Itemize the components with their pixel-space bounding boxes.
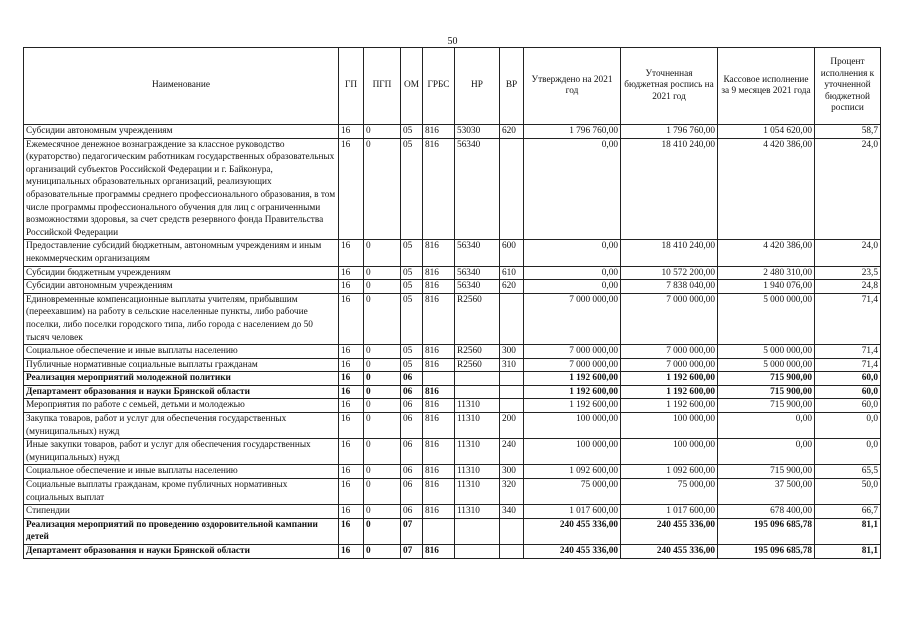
row-grbs: 816	[423, 240, 455, 266]
row-refined: 1 192 600,00	[621, 372, 718, 386]
row-approved: 1 017 600,00	[524, 505, 621, 519]
row-gp: 16	[339, 138, 364, 240]
row-grbs: 816	[423, 505, 455, 519]
table-row	[24, 358, 881, 372]
row-pgp: 0	[364, 345, 401, 359]
row-om: 07	[401, 545, 423, 559]
row-pgp: 0	[364, 439, 401, 465]
row-nr: R2560	[455, 293, 500, 344]
row-name: Стипендии	[24, 505, 339, 519]
row-percent: 0,0	[815, 439, 881, 465]
row-refined: 100 000,00	[621, 439, 718, 465]
row-vr: 200	[500, 413, 524, 439]
row-name: Мероприятия по работе с семьей, детьми и молодежью	[24, 399, 339, 413]
row-pgp: 0	[364, 505, 401, 519]
row-grbs: 816	[423, 439, 455, 465]
row-om: 05	[401, 125, 423, 139]
row-name: Предоставление субсидий бюджетным, автономным учреждениям и иным некоммерческим организациям	[24, 240, 339, 266]
row-percent: 81,1	[815, 518, 881, 544]
row-approved: 7 000 000,00	[524, 345, 621, 359]
row-grbs: 816	[423, 479, 455, 505]
row-gp: 16	[339, 479, 364, 505]
row-percent: 50,0	[815, 479, 881, 505]
row-name: Закупка товаров, работ и услуг для обеспечения государственных (муниципальных) нужд	[24, 413, 339, 439]
row-om: 05	[401, 280, 423, 294]
row-name: Субсидии автономным учреждениям	[24, 125, 339, 139]
table-body	[24, 125, 881, 559]
row-name: Иные закупки товаров, работ и услуг для обеспечения государственных (муниципальных) нужд	[24, 439, 339, 465]
row-vr: 300	[500, 465, 524, 479]
row-name: Публичные нормативные социальные выплаты гражданам	[24, 358, 339, 372]
row-gp: 16	[339, 439, 364, 465]
row-nr	[455, 545, 500, 559]
row-vr	[500, 138, 524, 240]
row-percent: 65,5	[815, 465, 881, 479]
row-gp: 16	[339, 266, 364, 280]
row-nr	[455, 518, 500, 544]
table-row	[24, 125, 881, 139]
row-gp: 16	[339, 413, 364, 439]
row-om: 07	[401, 518, 423, 544]
row-refined: 1 192 600,00	[621, 399, 718, 413]
row-gp: 16	[339, 125, 364, 139]
row-cash: 678 400,00	[718, 505, 815, 519]
table-header-row	[24, 48, 881, 125]
row-refined: 240 455 336,00	[621, 518, 718, 544]
row-nr: 11310	[455, 399, 500, 413]
row-grbs: 816	[423, 399, 455, 413]
row-refined: 1 192 600,00	[621, 385, 718, 399]
row-cash: 715 900,00	[718, 465, 815, 479]
row-grbs: 816	[423, 358, 455, 372]
row-pgp: 0	[364, 465, 401, 479]
row-approved: 1 092 600,00	[524, 465, 621, 479]
row-name: Социальное обеспечение и иные выплаты населению	[24, 345, 339, 359]
row-grbs: 816	[423, 125, 455, 139]
row-pgp: 0	[364, 240, 401, 266]
row-om: 06	[401, 439, 423, 465]
row-nr: 56340	[455, 266, 500, 280]
row-vr: 310	[500, 358, 524, 372]
row-cash: 0,00	[718, 439, 815, 465]
row-percent: 58,7	[815, 125, 881, 139]
table-row	[24, 372, 881, 386]
row-name: Реализация мероприятий по проведению оздоровительной кампании детей	[24, 518, 339, 544]
row-percent: 71,4	[815, 358, 881, 372]
table-row	[24, 465, 881, 479]
table-row	[24, 413, 881, 439]
row-om: 06	[401, 479, 423, 505]
row-vr: 600	[500, 240, 524, 266]
row-gp: 16	[339, 505, 364, 519]
row-pgp: 0	[364, 358, 401, 372]
row-approved: 0,00	[524, 138, 621, 240]
row-name: Департамент образования и науки Брянской области	[24, 545, 339, 559]
row-cash: 1 940 076,00	[718, 280, 815, 294]
row-name: Единовременные компенсационные выплаты учителям, прибывшим (переехавшим) на работу в сельские населенные пункты, либо рабочие поселки, либо поселки городского типа, либо города с населением до 50 тысяч человек	[24, 293, 339, 344]
row-approved: 0,00	[524, 266, 621, 280]
row-percent: 66,7	[815, 505, 881, 519]
row-cash: 2 480 310,00	[718, 266, 815, 280]
row-nr: 11310	[455, 413, 500, 439]
row-approved: 1 796 760,00	[524, 125, 621, 139]
row-om: 06	[401, 413, 423, 439]
row-nr: R2560	[455, 345, 500, 359]
row-gp: 16	[339, 293, 364, 344]
row-grbs: 816	[423, 545, 455, 559]
row-cash: 37 500,00	[718, 479, 815, 505]
row-gp: 16	[339, 545, 364, 559]
header-percent: Процент исполнения к уточненной бюджетной росписи	[815, 48, 881, 125]
row-gp: 16	[339, 518, 364, 544]
row-approved: 1 192 600,00	[524, 399, 621, 413]
row-approved: 0,00	[524, 280, 621, 294]
row-percent: 71,4	[815, 345, 881, 359]
row-refined: 75 000,00	[621, 479, 718, 505]
row-cash: 5 000 000,00	[718, 293, 815, 344]
row-nr	[455, 372, 500, 386]
header-pgp: ПГП	[364, 48, 401, 125]
row-percent: 60,0	[815, 399, 881, 413]
row-nr: 11310	[455, 479, 500, 505]
row-nr: 11310	[455, 465, 500, 479]
row-cash: 5 000 000,00	[718, 358, 815, 372]
header-approved: Утверждено на 2021 год	[524, 48, 621, 125]
row-refined: 7 000 000,00	[621, 358, 718, 372]
table-row	[24, 345, 881, 359]
row-approved: 1 192 600,00	[524, 372, 621, 386]
row-vr: 320	[500, 479, 524, 505]
row-cash: 195 096 685,78	[718, 545, 815, 559]
row-refined: 7 000 000,00	[621, 345, 718, 359]
row-cash: 715 900,00	[718, 399, 815, 413]
row-vr: 620	[500, 280, 524, 294]
row-approved: 1 192 600,00	[524, 385, 621, 399]
row-refined: 7 000 000,00	[621, 293, 718, 344]
header-grbs: ГРБС	[423, 48, 455, 125]
header-refined: Уточненная бюджетная роспись на 2021 год	[621, 48, 718, 125]
row-vr	[500, 372, 524, 386]
row-refined: 18 410 240,00	[621, 240, 718, 266]
row-om: 06	[401, 385, 423, 399]
row-approved: 100 000,00	[524, 439, 621, 465]
table-row	[24, 138, 881, 240]
row-approved: 240 455 336,00	[524, 518, 621, 544]
row-vr	[500, 399, 524, 413]
table-row	[24, 439, 881, 465]
row-nr: 56340	[455, 138, 500, 240]
row-approved: 0,00	[524, 240, 621, 266]
row-percent: 24,8	[815, 280, 881, 294]
row-approved: 240 455 336,00	[524, 545, 621, 559]
row-vr	[500, 385, 524, 399]
row-nr: 11310	[455, 439, 500, 465]
table-row	[24, 545, 881, 559]
row-om: 05	[401, 266, 423, 280]
table-row	[24, 280, 881, 294]
row-name: Ежемесячное денежное вознаграждение за классное руководство (кураторство) педагогическим работникам государственных образовательных организаций субъектов Российской Федерации и г. Байконура, муниципальных образовательных организаций, реализующих образовательные программы среднего профессионального образования, в том числе программы профессионального обучения для лиц с ограниченными возможностями здоровья, за счет средств резервного фонда Правительства Российской Федерации	[24, 138, 339, 240]
row-vr: 620	[500, 125, 524, 139]
row-refined: 240 455 336,00	[621, 545, 718, 559]
table-row	[24, 240, 881, 266]
page-number: 50	[447, 36, 458, 47]
row-pgp: 0	[364, 399, 401, 413]
row-gp: 16	[339, 345, 364, 359]
row-name: Реализация мероприятий молодежной политики	[24, 372, 339, 386]
row-gp: 16	[339, 399, 364, 413]
row-percent: 71,4	[815, 293, 881, 344]
row-pgp: 0	[364, 372, 401, 386]
row-refined: 100 000,00	[621, 413, 718, 439]
row-pgp: 0	[364, 413, 401, 439]
header-vr: ВР	[500, 48, 524, 125]
row-gp: 16	[339, 385, 364, 399]
row-vr: 240	[500, 439, 524, 465]
header-gp: ГП	[339, 48, 364, 125]
row-percent: 23,5	[815, 266, 881, 280]
table-row	[24, 385, 881, 399]
row-grbs: 816	[423, 345, 455, 359]
row-grbs: 816	[423, 465, 455, 479]
row-cash: 715 900,00	[718, 385, 815, 399]
row-om: 05	[401, 240, 423, 266]
row-grbs: 816	[423, 280, 455, 294]
header-nr: НР	[455, 48, 500, 125]
row-name: Субсидии бюджетным учреждениям	[24, 266, 339, 280]
table-row	[24, 518, 881, 544]
row-refined: 10 572 200,00	[621, 266, 718, 280]
header-om: ОМ	[401, 48, 423, 125]
row-cash: 1 054 620,00	[718, 125, 815, 139]
row-pgp: 0	[364, 266, 401, 280]
table-row	[24, 505, 881, 519]
row-vr: 610	[500, 266, 524, 280]
row-om: 06	[401, 465, 423, 479]
row-percent: 24,0	[815, 138, 881, 240]
row-name: Субсидии автономным учреждениям	[24, 280, 339, 294]
row-nr: 56340	[455, 240, 500, 266]
row-approved: 75 000,00	[524, 479, 621, 505]
table-row	[24, 266, 881, 280]
row-grbs: 816	[423, 385, 455, 399]
row-refined: 1 092 600,00	[621, 465, 718, 479]
table-row	[24, 399, 881, 413]
row-grbs: 816	[423, 293, 455, 344]
row-nr	[455, 385, 500, 399]
row-approved: 7 000 000,00	[524, 293, 621, 344]
row-gp: 16	[339, 280, 364, 294]
row-name: Департамент образования и науки Брянской области	[24, 385, 339, 399]
row-om: 05	[401, 138, 423, 240]
row-refined: 1 017 600,00	[621, 505, 718, 519]
row-grbs: 816	[423, 138, 455, 240]
row-vr: 300	[500, 345, 524, 359]
row-refined: 1 796 760,00	[621, 125, 718, 139]
row-om: 06	[401, 505, 423, 519]
row-pgp: 0	[364, 138, 401, 240]
row-percent: 60,0	[815, 372, 881, 386]
row-percent: 81,1	[815, 545, 881, 559]
row-grbs: 816	[423, 413, 455, 439]
row-cash: 715 900,00	[718, 372, 815, 386]
row-cash: 5 000 000,00	[718, 345, 815, 359]
row-nr: 11310	[455, 505, 500, 519]
row-vr	[500, 293, 524, 344]
row-approved: 7 000 000,00	[524, 358, 621, 372]
row-gp: 16	[339, 358, 364, 372]
row-nr: R2560	[455, 358, 500, 372]
row-gp: 16	[339, 465, 364, 479]
row-name: Социальные выплаты гражданам, кроме публичных нормативных социальных выплат	[24, 479, 339, 505]
row-nr: 56340	[455, 280, 500, 294]
table-row	[24, 293, 881, 344]
row-pgp: 0	[364, 479, 401, 505]
row-nr: 53030	[455, 125, 500, 139]
row-vr	[500, 545, 524, 559]
row-percent: 0,0	[815, 413, 881, 439]
row-pgp: 0	[364, 280, 401, 294]
row-pgp: 0	[364, 125, 401, 139]
row-pgp: 0	[364, 385, 401, 399]
row-cash: 4 420 386,00	[718, 138, 815, 240]
row-grbs	[423, 518, 455, 544]
row-approved: 100 000,00	[524, 413, 621, 439]
row-pgp: 0	[364, 518, 401, 544]
row-vr: 340	[500, 505, 524, 519]
row-gp: 16	[339, 372, 364, 386]
row-om: 06	[401, 372, 423, 386]
row-pgp: 0	[364, 545, 401, 559]
row-pgp: 0	[364, 293, 401, 344]
row-percent: 24,0	[815, 240, 881, 266]
row-refined: 18 410 240,00	[621, 138, 718, 240]
row-om: 06	[401, 399, 423, 413]
row-grbs	[423, 372, 455, 386]
row-refined: 7 838 040,00	[621, 280, 718, 294]
row-om: 05	[401, 358, 423, 372]
header-name: Наименование	[24, 48, 339, 125]
row-cash: 195 096 685,78	[718, 518, 815, 544]
row-om: 05	[401, 345, 423, 359]
budget-execution-table	[23, 47, 881, 559]
row-cash: 4 420 386,00	[718, 240, 815, 266]
table-row	[24, 479, 881, 505]
row-grbs: 816	[423, 266, 455, 280]
row-name: Социальное обеспечение и иные выплаты населению	[24, 465, 339, 479]
row-gp: 16	[339, 240, 364, 266]
header-cash: Кассовое исполнение за 9 месяцев 2021 года	[718, 48, 815, 125]
row-om: 05	[401, 293, 423, 344]
row-percent: 60,0	[815, 385, 881, 399]
row-vr	[500, 518, 524, 544]
row-cash: 0,00	[718, 413, 815, 439]
